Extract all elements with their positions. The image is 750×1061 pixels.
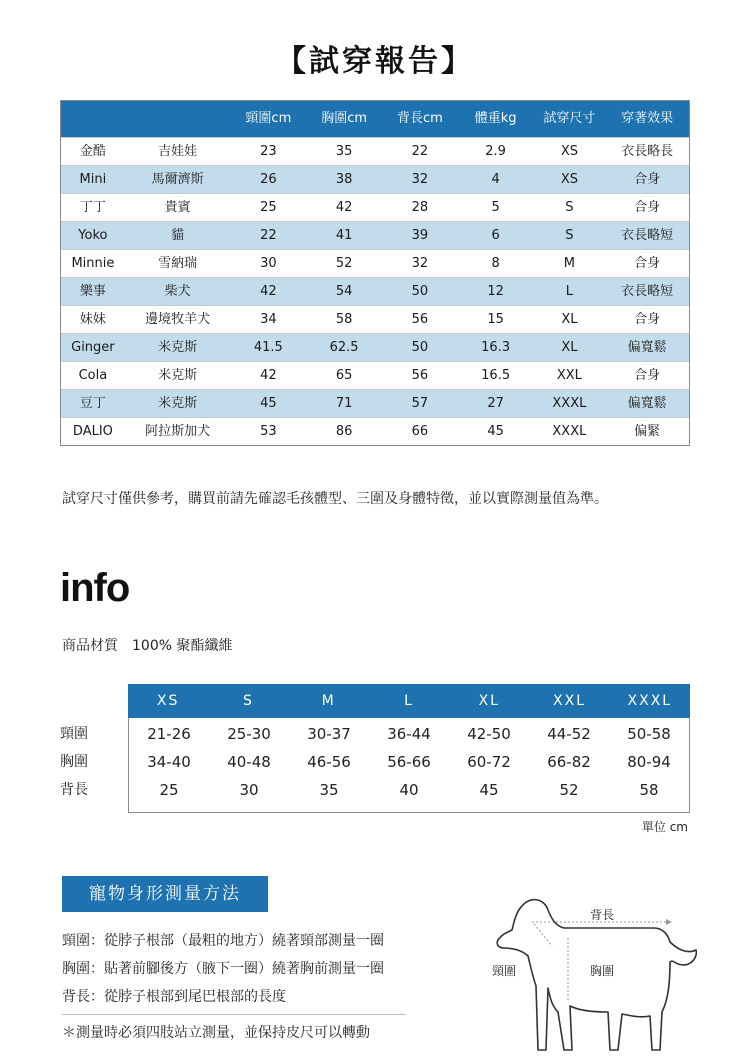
report-title: 【試穿報告】 bbox=[276, 44, 474, 79]
table-cell: XXXL bbox=[552, 424, 587, 439]
size-cell: 66-82 bbox=[547, 753, 591, 771]
table-cell: 41.5 bbox=[253, 340, 283, 355]
table-cell: 15 bbox=[487, 312, 504, 327]
table-cell: 65 bbox=[335, 368, 353, 383]
size-cell: 80-94 bbox=[627, 753, 671, 771]
table-cell: 衣長略短 bbox=[621, 228, 674, 243]
table-cell: Minnie bbox=[71, 256, 115, 271]
unit-label: 單位 cm bbox=[641, 820, 688, 834]
table-cell: XXL bbox=[556, 368, 582, 383]
table-cell: 5 bbox=[491, 200, 500, 215]
table-row bbox=[61, 389, 689, 417]
size-chart-table bbox=[60, 684, 690, 813]
table-cell: 6 bbox=[491, 228, 500, 243]
table-cell: 2.9 bbox=[485, 144, 506, 159]
table-cell: Mini bbox=[79, 172, 107, 187]
table-cell: 偏寬鬆 bbox=[627, 340, 667, 355]
table-cell: 12 bbox=[487, 284, 504, 299]
size-cell: 42-50 bbox=[467, 725, 511, 743]
table-cell: 4 bbox=[491, 172, 500, 187]
table-cell: M bbox=[563, 256, 575, 271]
table-cell: Ginger bbox=[71, 340, 115, 355]
table-cell: 米克斯 bbox=[158, 340, 198, 355]
size-header-row bbox=[60, 684, 690, 718]
table-cell: DALIO bbox=[72, 424, 113, 439]
disclaimer-note: 試穿尺寸僅供參考，購買前請先確認毛孩體型、三圍及身體特徵，並以實際測量值為準。 bbox=[62, 491, 608, 507]
table-cell: 45 bbox=[260, 396, 277, 411]
table-cell: 66 bbox=[411, 424, 429, 439]
dog-label-back: 背長 bbox=[590, 908, 615, 922]
table-cell: 豆丁 bbox=[79, 396, 106, 411]
table-cell: 22 bbox=[411, 144, 429, 159]
table-row bbox=[61, 249, 689, 277]
table-cell: 金酷 bbox=[79, 144, 106, 159]
report-header-cell: 胸圍cm bbox=[321, 111, 367, 126]
table-cell: 16.3 bbox=[481, 340, 511, 355]
size-cell: 40-48 bbox=[227, 753, 271, 771]
report-header-cell bbox=[125, 101, 231, 137]
size-cell: 45 bbox=[479, 781, 499, 799]
table-cell: 米克斯 bbox=[158, 368, 198, 383]
table-cell: 26 bbox=[260, 172, 277, 187]
table-cell: 合身 bbox=[634, 256, 661, 271]
table-cell: 42 bbox=[335, 200, 353, 215]
table-cell: 41 bbox=[335, 228, 353, 243]
table-cell: 邊境牧羊犬 bbox=[145, 312, 211, 327]
size-cell: 34-40 bbox=[147, 753, 191, 771]
table-cell: 8 bbox=[491, 256, 500, 271]
size-header-cell: L bbox=[404, 693, 414, 709]
table-cell: 馬爾濟斯 bbox=[151, 172, 204, 187]
back-measure-line: 背長：從脖子根部到尾巴根部的長度 bbox=[62, 989, 286, 1005]
table-cell: 16.5 bbox=[481, 368, 511, 383]
table-cell: 雪納瑞 bbox=[158, 256, 198, 271]
material-value: 100% 聚酯纖維 bbox=[132, 638, 233, 654]
table-cell: 衣長略長 bbox=[621, 144, 674, 159]
table-cell: 42 bbox=[260, 368, 277, 383]
table-cell: 38 bbox=[335, 172, 353, 187]
size-cell: 52 bbox=[559, 781, 579, 799]
table-cell: 54 bbox=[335, 284, 353, 299]
table-cell: 42 bbox=[260, 284, 277, 299]
table-row bbox=[61, 193, 689, 221]
report-header-cell: 頸圍cm bbox=[245, 111, 292, 126]
table-cell: XS bbox=[560, 172, 578, 187]
dog-label-neck: 頸圍 bbox=[492, 964, 517, 978]
table-cell: 34 bbox=[260, 312, 277, 327]
try-on-report-table bbox=[60, 100, 690, 446]
divider bbox=[62, 1014, 406, 1015]
table-row bbox=[61, 361, 689, 389]
table-cell: 合身 bbox=[634, 312, 661, 327]
size-cell: 40 bbox=[399, 781, 419, 799]
size-row bbox=[129, 750, 689, 778]
table-row bbox=[61, 305, 689, 333]
table-cell: 50 bbox=[411, 340, 429, 355]
table-cell: 57 bbox=[411, 396, 429, 411]
table-cell: 27 bbox=[487, 396, 504, 411]
table-cell: 貴賓 bbox=[164, 200, 191, 215]
table-cell: 貓 bbox=[171, 228, 185, 243]
size-header-cell: XS bbox=[156, 693, 180, 709]
table-cell: 50 bbox=[411, 284, 429, 299]
table-row bbox=[61, 333, 689, 361]
table-cell: 28 bbox=[411, 200, 429, 215]
size-cell: 46-56 bbox=[307, 753, 351, 771]
size-row-label: 胸圍 bbox=[60, 754, 88, 770]
size-row bbox=[129, 778, 689, 806]
table-cell: XS bbox=[560, 144, 578, 159]
size-row bbox=[129, 722, 689, 750]
size-cell: 60-72 bbox=[467, 753, 511, 771]
table-cell: L bbox=[565, 284, 574, 299]
table-cell: 米克斯 bbox=[158, 396, 198, 411]
size-values-grid bbox=[128, 718, 690, 813]
size-cell: 30-37 bbox=[307, 725, 351, 743]
report-header-cell bbox=[61, 101, 125, 137]
table-row bbox=[61, 137, 689, 165]
chest-measure-line: 胸圍：貼著前腳後方（腋下一圈）繞著胸前測量一圈 bbox=[62, 961, 384, 977]
neck-measure-line: 頸圍：從脖子根部（最粗的地方）繞著頸部測量一圈 bbox=[62, 933, 384, 949]
size-header-cell: XL bbox=[478, 693, 500, 709]
table-cell: Cola bbox=[78, 368, 108, 383]
measure-method-title: 寵物身形測量方法 bbox=[62, 876, 268, 912]
size-header-cell: M bbox=[321, 693, 336, 709]
table-cell: 丁丁 bbox=[79, 200, 106, 215]
info-heading: info bbox=[60, 566, 130, 610]
table-cell: 62.5 bbox=[329, 340, 359, 355]
size-cell: 30 bbox=[239, 781, 259, 799]
report-header-cell: 體重kg bbox=[474, 111, 517, 126]
table-cell: 阿拉斯加犬 bbox=[145, 424, 211, 439]
size-cell: 21-26 bbox=[147, 725, 191, 743]
table-row bbox=[61, 165, 689, 193]
neck-line bbox=[534, 924, 552, 946]
dog-label-chest: 胸圍 bbox=[590, 964, 615, 978]
table-cell: 45 bbox=[487, 424, 504, 439]
table-cell: 58 bbox=[335, 312, 353, 327]
table-cell: 56 bbox=[411, 312, 429, 327]
size-cell: 44-52 bbox=[547, 725, 591, 743]
table-cell: S bbox=[565, 228, 574, 243]
table-cell: 23 bbox=[260, 144, 277, 159]
table-cell: Yoko bbox=[78, 228, 108, 243]
size-cell: 50-58 bbox=[627, 725, 671, 743]
table-cell: 86 bbox=[335, 424, 353, 439]
report-header-cell: 試穿尺寸 bbox=[543, 111, 596, 126]
back-arrow-icon bbox=[666, 919, 672, 925]
size-cell: 56-66 bbox=[387, 753, 431, 771]
report-header-row bbox=[61, 101, 689, 137]
table-cell: 52 bbox=[335, 256, 353, 271]
table-cell: 35 bbox=[335, 144, 353, 159]
table-cell: 偏緊 bbox=[634, 424, 661, 439]
table-row bbox=[61, 417, 689, 445]
table-cell: 25 bbox=[260, 200, 277, 215]
table-row bbox=[61, 221, 689, 249]
material-label: 商品材質 bbox=[62, 638, 118, 654]
table-cell: 合身 bbox=[634, 172, 661, 187]
table-cell: 合身 bbox=[634, 200, 661, 215]
table-cell: XL bbox=[561, 312, 578, 327]
table-cell: XL bbox=[561, 340, 578, 355]
table-cell: 柴犬 bbox=[164, 284, 191, 299]
size-header-cell: XXL bbox=[553, 693, 587, 709]
size-row-labels bbox=[60, 718, 128, 813]
table-cell: 22 bbox=[260, 228, 277, 243]
size-header-cell: S bbox=[242, 693, 254, 709]
table-cell: 32 bbox=[411, 172, 429, 187]
table-cell: 樂事 bbox=[79, 284, 106, 299]
size-cell: 35 bbox=[319, 781, 339, 799]
table-cell: 71 bbox=[335, 396, 353, 411]
size-row-label: 背長 bbox=[60, 782, 88, 798]
table-cell: 合身 bbox=[634, 368, 661, 383]
table-cell: 32 bbox=[411, 256, 429, 271]
table-cell: 30 bbox=[260, 256, 277, 271]
table-cell: 39 bbox=[411, 228, 429, 243]
table-cell: 偏寬鬆 bbox=[627, 396, 667, 411]
table-cell: XXXL bbox=[552, 396, 587, 411]
report-header-cell: 穿著效果 bbox=[621, 111, 674, 126]
size-cell: 25-30 bbox=[227, 725, 271, 743]
size-cell: 25 bbox=[159, 781, 179, 799]
size-row-label: 頸圍 bbox=[60, 726, 88, 742]
table-cell: 53 bbox=[260, 424, 277, 439]
size-header-cell: XXXL bbox=[627, 693, 673, 709]
table-cell: 妹妹 bbox=[79, 312, 106, 327]
size-cell: 36-44 bbox=[387, 725, 431, 743]
size-cell: 58 bbox=[639, 781, 659, 799]
measure-footnote: ＊測量時必須四肢站立測量，並保持皮尺可以轉動 bbox=[62, 1025, 370, 1041]
report-header-cell: 背長cm bbox=[396, 111, 443, 126]
table-row bbox=[61, 277, 689, 305]
table-cell: S bbox=[565, 200, 574, 215]
report-body bbox=[61, 137, 689, 445]
table-cell: 吉娃娃 bbox=[158, 144, 198, 159]
table-cell: 56 bbox=[411, 368, 429, 383]
table-cell: 衣長略短 bbox=[621, 284, 674, 299]
material-line bbox=[62, 635, 246, 655]
